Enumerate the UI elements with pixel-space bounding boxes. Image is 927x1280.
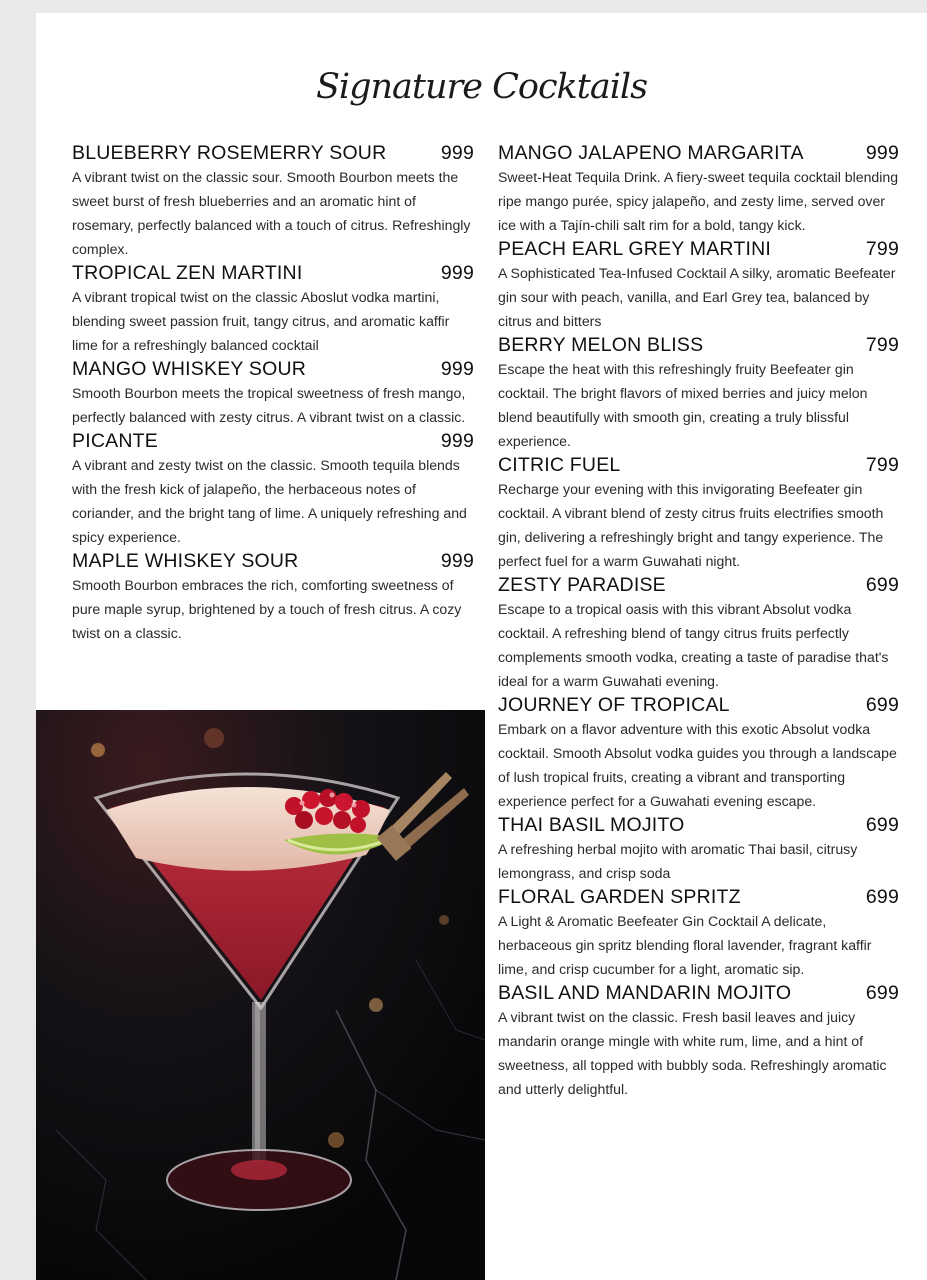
item-description: A vibrant tropical twist on the classic Aboslut vodka martini, blending sweet passion fruit, tangy citrus, and aromatic kaffir lime for a refreshingly balanced cocktail — [72, 289, 450, 353]
item-price: 699 — [865, 574, 899, 596]
item-description: Escape the heat with this refreshingly fruity Beefeater gin cocktail. The bright flavors of mixed berries and juicy melon blend beautifully with smooth gin, creating a truly blissful experience. — [498, 361, 868, 449]
item-price: 999 — [440, 550, 474, 572]
item-name: JOURNEY OF TROPICAL — [498, 694, 730, 716]
menu-item-peach-earl-grey-martini — [498, 237, 899, 333]
menu-item-mango-whiskey-sour — [72, 357, 474, 429]
menu-item-thai-basil-mojito — [498, 813, 899, 885]
item-description: A refreshing herbal mojito with aromatic Thai basil, citrusy lemongrass, and crisp soda — [498, 841, 858, 881]
item-name: ZESTY PARADISE — [498, 574, 666, 596]
menu-item-header — [72, 429, 474, 453]
menu-item-header — [72, 141, 474, 165]
item-name: FLORAL GARDEN SPRITZ — [498, 886, 741, 908]
item-price: 799 — [865, 238, 899, 260]
item-description: Smooth Bourbon meets the tropical sweetness of fresh mango, perfectly balanced with zesty citrus. A vibrant twist on a classic. — [72, 385, 466, 425]
menu-item-basil-and-mandarin-mojito — [498, 981, 899, 1101]
item-name: MANGO JALAPENO MARGARITA — [498, 142, 804, 164]
item-description: A Sophisticated Tea-Infused Cocktail A silky, aromatic Beefeater gin sour with peach, vanilla, and Earl Grey tea, balanced by citrus and bitters — [498, 265, 896, 329]
menu-item-picante — [72, 429, 474, 549]
item-price: 799 — [865, 334, 899, 356]
menu-item-blueberry-rosemerry-sour — [72, 141, 474, 261]
item-price: 999 — [440, 358, 474, 380]
menu-item-header — [72, 549, 474, 573]
menu-item-tropical-zen-martini — [72, 261, 474, 357]
menu-title: Signature Cocktails — [315, 67, 648, 107]
menu-item-header — [498, 885, 899, 909]
menu-item-header — [72, 357, 474, 381]
menu-item-maple-whiskey-sour — [72, 549, 474, 645]
item-price: 999 — [440, 142, 474, 164]
item-price: 999 — [865, 142, 899, 164]
item-price: 699 — [865, 982, 899, 1004]
menu-item-citric-fuel — [498, 453, 899, 573]
item-description: A vibrant twist on the classic sour. Smooth Bourbon meets the sweet burst of fresh blueberries and an aromatic hint of rosemary, perfectly balanced with a touch of citrus. Refreshingly complex. — [72, 169, 471, 257]
item-description: Smooth Bourbon embraces the rich, comforting sweetness of pure maple syrup, brightened by a touch of fresh citrus. A cozy twist on a classic. — [72, 577, 462, 641]
item-name: TROPICAL ZEN MARTINI — [72, 262, 303, 284]
menu-item-berry-melon-bliss — [498, 333, 899, 453]
menu-item-header — [72, 261, 474, 285]
menu-page — [36, 13, 927, 1280]
right-menu-column — [498, 141, 899, 1101]
menu-item-zesty-paradise — [498, 573, 899, 693]
item-name: BASIL AND MANDARIN MOJITO — [498, 982, 792, 1004]
item-name: PEACH EARL GREY MARTINI — [498, 238, 771, 260]
item-price: 999 — [440, 262, 474, 284]
item-description: A Light & Aromatic Beefeater Gin Cocktail A delicate, herbaceous gin spritz blending floral lavender, fragrant kaffir lime, and crisp cucumber for a light, aromatic sip. — [498, 913, 872, 977]
item-name: MANGO WHISKEY SOUR — [72, 358, 307, 380]
menu-item-mango-jalapeno-margarita — [498, 141, 899, 237]
item-name: MAPLE WHISKEY SOUR — [72, 550, 299, 572]
item-price: 999 — [440, 430, 474, 452]
menu-item-header — [498, 453, 899, 477]
item-description: A vibrant and zesty twist on the classic. Smooth tequila blends with the fresh kick of jalapeño, the herbaceous notes of coriander, and the bright tang of lime. A uniquely refreshing and spicy experience. — [72, 457, 467, 545]
item-description: Escape to a tropical oasis with this vibrant Absolut vodka cocktail. A refreshing blend of tangy citrus fruits perfectly complements smooth vodka, creating a taste of paradise that's ideal for a warm Guwahati evening. — [498, 601, 889, 689]
menu-item-header — [498, 573, 899, 597]
menu-item-header — [498, 141, 899, 165]
cocktail-photo — [36, 710, 485, 1280]
item-description: Recharge your evening with this invigorating Beefeater gin cocktail. A vibrant blend of zesty citrus fruits electrifies smooth gin, delivering a refreshingly bright and tangy experience. The perfect fuel for a warm Guwahati night. — [498, 481, 884, 569]
item-name: CITRIC FUEL — [498, 454, 621, 476]
item-price: 699 — [865, 814, 899, 836]
menu-item-journey-of-tropical — [498, 693, 899, 813]
item-name: THAI BASIL MOJITO — [498, 814, 685, 836]
item-name: PICANTE — [72, 430, 158, 452]
item-price: 699 — [865, 886, 899, 908]
menu-item-header — [498, 237, 899, 261]
item-price: 799 — [865, 454, 899, 476]
menu-item-floral-garden-spritz — [498, 885, 899, 981]
item-description: Sweet-Heat Tequila Drink. A fiery-sweet tequila cocktail blending ripe mango purée, spicy jalapeño, and zesty lime, served over ice with a Tajín-chili salt rim for a bold, tangy kick. — [498, 169, 899, 233]
item-description: Embark on a flavor adventure with this exotic Absolut vodka cocktail. Smooth Absolut vodka guides you through a landscape of lush tropical fruits, creating a vibrant and transporting experience perfect for a Guwahati evening escape. — [498, 721, 897, 809]
item-description: A vibrant twist on the classic. Fresh basil leaves and juicy mandarin orange mingle with white rum, lime, and a hint of sweetness, all topped with bubbly soda. Refreshingly aromatic and utterly delightful. — [498, 1009, 887, 1097]
item-name: BLUEBERRY ROSEMERRY SOUR — [72, 142, 387, 164]
left-menu-column — [72, 141, 474, 645]
item-price: 699 — [865, 694, 899, 716]
menu-item-header — [498, 981, 899, 1005]
menu-item-header — [498, 693, 899, 717]
item-name: BERRY MELON BLISS — [498, 334, 704, 356]
menu-item-header — [498, 813, 899, 837]
martini-glass-illustration — [36, 710, 485, 1280]
menu-item-header — [498, 333, 899, 357]
